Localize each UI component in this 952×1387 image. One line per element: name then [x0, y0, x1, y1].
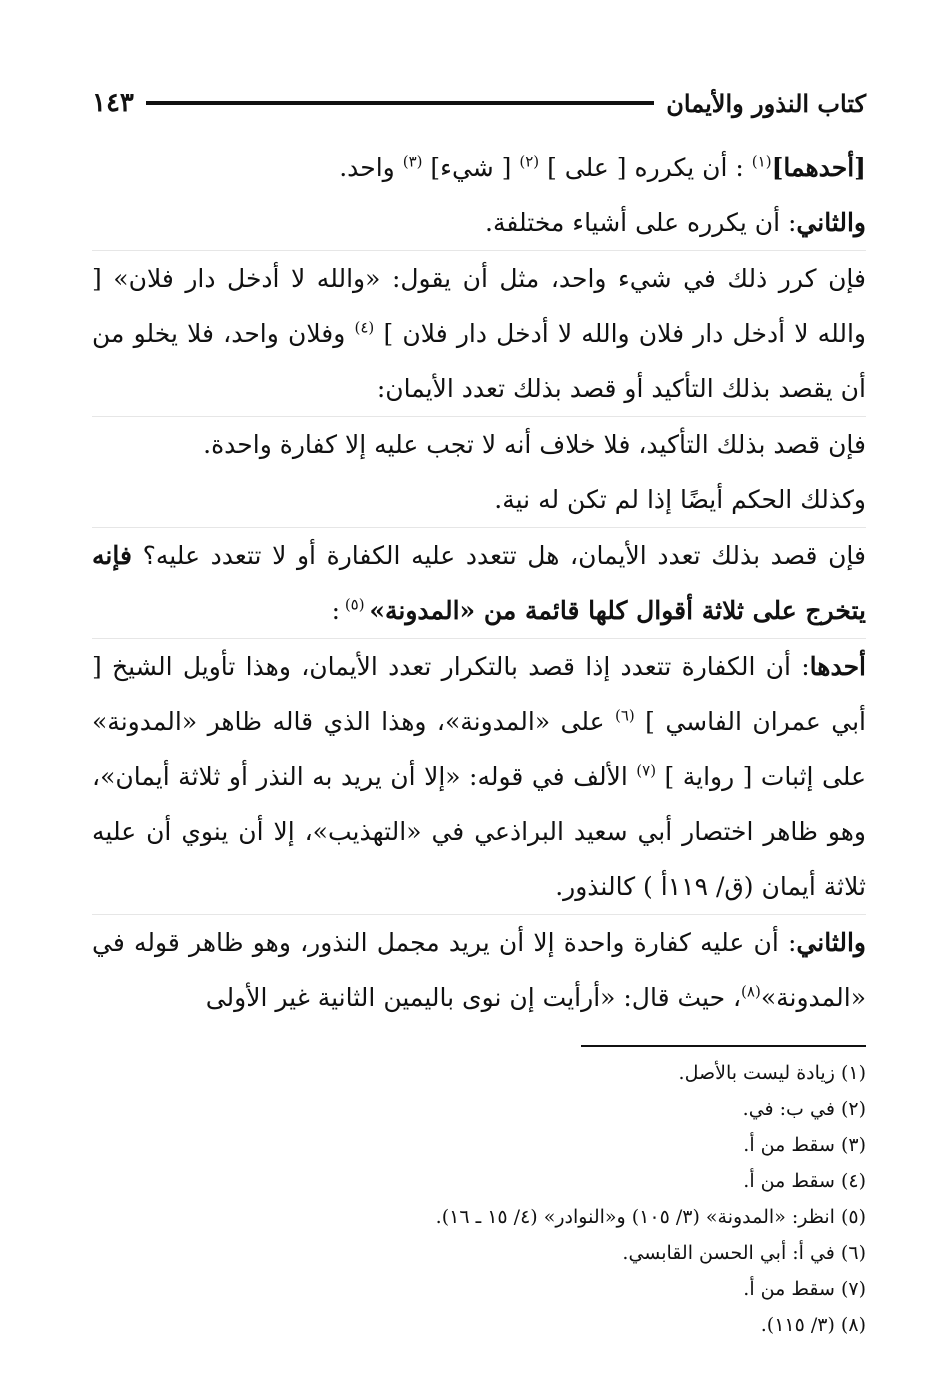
bold-lead: والثاني: [796, 208, 866, 237]
paragraph-4: فإن قصد بذلك التأكيد، فلا خلاف أنه لا تجب عليه إلا كفارة واحدة.: [92, 416, 866, 472]
paragraph-3: [92, 250, 866, 416]
paragraph-7: [92, 638, 866, 914]
footnote-2: (٢) في ب: في.: [742, 1098, 866, 1120]
paragraph-2: [92, 195, 866, 250]
paragraph-5: وكذلك الحكم أيضًا إذا لم تكن له نية.: [494, 485, 866, 514]
book-title: كتاب النذور والأيمان: [666, 88, 866, 118]
paragraph-text: وفلان واحد، فلا يخلو من أن يقصد بذلك التأكيد أو قصد بذلك تعدد الأيمان:: [92, 319, 866, 403]
paragraph-text: [ شيء]: [422, 153, 520, 182]
paragraph-text: :: [331, 596, 341, 625]
footnote-6: (٦) في أ: أبي الحسن القابسي.: [622, 1242, 866, 1264]
paragraph-text: ، حيث قال: «أرأيت إن نوى باليمين الثانية غير الأولى: [205, 983, 742, 1012]
paragraph-text: فإن كرر ذلك في شيء واحد، مثل أن يقول: «والله لا أدخل دار فلان» [ والله لا أدخل دار فلان والله لا أدخل دار فلان ]: [92, 264, 866, 348]
book-page: [92, 80, 866, 1340]
footnote-4: (٤) سقط من أ.: [743, 1170, 866, 1192]
footnote-ref-1: (١): [751, 152, 772, 171]
paragraph-6: [92, 527, 866, 638]
paragraph-text: على «المدونة»، وهذا الذي قاله ظاهر «المدونة» على إثبات [ رواية ]: [92, 707, 867, 791]
footnote-ref-7: (٧): [636, 761, 657, 780]
footnote-8: (٨) (٣/ ١١٥).: [760, 1314, 866, 1336]
paragraph-1: [92, 140, 866, 195]
paragraph-text: : أن عليه كفارة واحدة إلا أن يريد مجمل النذور، وهو ظاهر قوله في «المدونة»: [92, 928, 866, 1012]
paragraph-text: فإن قصد بذلك تعدد الأيمان، هل تتعدد عليه الكفارة أو لا تتعدد عليه؟: [131, 541, 866, 570]
bold-lead: والثاني: [796, 928, 866, 957]
paragraph-text: واحد.: [339, 153, 403, 182]
footnote-ref-3: (٣): [402, 152, 423, 171]
bold-statement: فإنه يتخرج على ثلاثة أقوال كلها قائمة من «المدونة»: [92, 541, 866, 625]
footnote-ref-2: (٢): [519, 152, 540, 171]
footnotes: [92, 1055, 866, 1343]
paragraph-text: : أن يكرره على أشياء مختلفة.: [485, 208, 797, 237]
header-rule: [146, 101, 654, 105]
footnote-ref-5: (٥): [340, 595, 370, 614]
footnote-ref-8: (٨): [741, 982, 761, 1001]
footnote-5: (٥) انظر: «المدونة» (٣/ ١٠٥) و«النوادر» (٤/ ١٥ ـ ١٦).: [435, 1206, 866, 1228]
running-header: [92, 80, 866, 126]
footnote-1: (١) زيادة ليست بالأصل.: [678, 1062, 866, 1084]
page-number: ١٤٣: [92, 88, 134, 118]
footnote-ref-4: (٤): [354, 318, 375, 337]
footnote-7: (٧) سقط من أ.: [743, 1278, 866, 1300]
paragraph-text: : أن الكفارة تتعدد إذا قصد بالتكرار تعدد الأيمان، وهذا تأويل الشيخ [ أبي عمران الفاسي ]: [92, 652, 866, 736]
footnote-separator: [581, 1045, 866, 1047]
paragraph-text: الألف في قوله: «إلا أن يريد به النذر أو ثلاثة أيمان»، وهو ظاهر اختصار أبي سعيد البراذعي في «التهذيب»، إلا أن ينوي أن عليه ثلاثة أيمان (ق/ ١١٩أ ) كالنذور.: [92, 762, 866, 901]
paragraph-8: [92, 914, 866, 1025]
bold-lead: أحدها: [809, 652, 866, 681]
footnote-ref-6: (٦): [614, 706, 635, 725]
bold-lead: [أحدهما]: [771, 153, 866, 182]
footnote-3: (٣) سقط من أ.: [743, 1134, 866, 1156]
paragraph-text: : أن يكرره [ على ]: [539, 153, 752, 182]
main-text: [92, 140, 866, 1025]
